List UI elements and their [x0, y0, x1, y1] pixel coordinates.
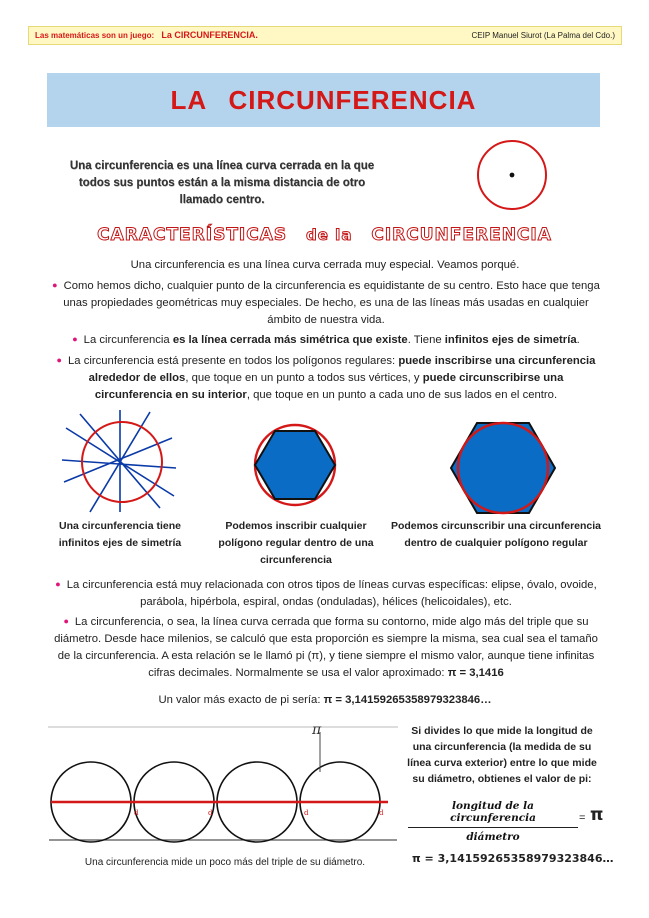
bullet-2-text-c: .	[576, 334, 580, 346]
title-band	[47, 73, 600, 127]
definition-text: Una circunferencia es una línea curva cerrada en la que todos sus puntos están a la misma distancia de otro llamado centro.	[69, 160, 375, 206]
bullet-2-bold-b: infinitos ejes de simetría	[444, 334, 577, 346]
caption-symmetry: Una circunferencia tiene infinitos ejes de simetría	[58, 520, 182, 549]
bullet-dot: ●	[72, 334, 78, 344]
rolling-circles-figure	[48, 722, 398, 852]
bullet-4-text: La circunferencia está muy relacionada con otros tipos de líneas curvas específicas: elipse, óvalo, ovoide, parábola, hipérbola, espiral, ondas (onduladas), hélices (helicoidales), etc.	[66, 579, 597, 608]
pi-exact-line	[60, 692, 590, 709]
caption-inscribe: Podemos inscribir cualquier polígono regular dentro de una circunferencia	[218, 520, 374, 566]
rolling-d-label-1: d	[134, 809, 139, 817]
subtitle-word-2: de la	[306, 226, 353, 244]
bullet-3-text-a: La circunferencia está presente en todos los polígonos regulares:	[67, 355, 399, 367]
rolling-d-label-4: d	[379, 809, 384, 817]
bullet-3-text-b: , que toque en un punto a todos sus vértices, y	[185, 372, 423, 384]
header-left	[35, 27, 258, 44]
bullet-dot: ●	[55, 579, 61, 589]
intro-text: Una circunferencia es una línea curva cerrada muy especial. Veamos porqué.	[130, 259, 520, 271]
bullet-5-text: La circunferencia, o sea, la línea curva cerrada que forma su contorno, mide algo más del triple que su diámetro. Desde hace milenios, se calculó que esta proporción es siempre la misma, sea cual sea el tamaño de la circunferencia. A esta relación se le llamó pi (π), y tiene siempre el mismo valor, aunque tiene infinitas cifras decimales. Normalmente se usa el valor aproximado:	[54, 616, 598, 679]
rolling-d-label-3: d	[304, 809, 309, 817]
bullet-2-bold-a: es la línea cerrada más simétrica que existe	[172, 334, 408, 346]
bullet-3-bold-a: puede inscribirse una circunferencia alrededor de ellos	[88, 355, 596, 384]
bullet-3-bold-b: puede circunscribirse una circunferencia en su interior	[94, 372, 564, 401]
bullet-3	[52, 353, 600, 404]
section-subtitle	[0, 225, 649, 245]
rolling-caption: Una circunferencia mide un poco más del triple de su diámetro.	[84, 857, 366, 868]
circumscribed-circle-figure	[448, 418, 558, 518]
bullet-dot: ●	[56, 355, 62, 365]
fraction-denominator: diámetro	[466, 831, 520, 843]
fraction-numerator: longitud de la circunferencia	[408, 800, 578, 828]
fraction-equals: =	[579, 812, 586, 824]
rolling-d-label-2: d	[208, 809, 213, 817]
subtitle-word-3: CIRCUNFERENCIA	[371, 225, 552, 245]
header-school: CEIP Manuel Siurot (La Palma del Cdo.)	[471, 31, 615, 40]
pi-exact-text: Un valor más exacto de pi sería:	[158, 694, 324, 706]
pi-final-value: π = 3,14159265358979323846…	[412, 852, 614, 865]
inscribed-hexagon-figure	[250, 420, 340, 510]
subtitle-word-1: CARACTERÍSTICAS	[97, 225, 288, 245]
bullet-1	[52, 278, 600, 329]
circle-center-dot	[510, 173, 515, 178]
bullet-2-text-a: La circunferencia	[83, 334, 173, 346]
fraction-result: π	[590, 805, 604, 825]
bullet-5	[50, 614, 602, 682]
circle-with-center-figure	[472, 135, 552, 215]
header-topic: La CIRCUNFERENCIA.	[161, 30, 258, 40]
symmetry-axes-figure	[58, 408, 178, 516]
pi-exact-value: π = 3,14159265358979323846…	[323, 694, 492, 706]
bullet-5-bold: π = 3,1416	[447, 667, 504, 679]
bullet-4	[52, 577, 600, 611]
header-prefix: Las matemáticas son un juego:	[35, 31, 155, 40]
bullet-3-text-c: , que toque en un punto a cada uno de sus lados en el centro.	[246, 389, 558, 401]
bullet-2-text-b: . Tiene	[407, 334, 445, 346]
caption-circumscribe: Podemos circunscribir una circunferencia dentro de cualquier polígono regular	[390, 520, 602, 549]
rolling-pi-label: π	[312, 722, 322, 738]
page-title: LA CIRCUNFERENCIA	[170, 85, 477, 115]
pi-explanation: Si divides lo que mide la longitud de una circunferencia (la medida de su línea curva exterior) entre lo que mide su diámetro, obtienes el valor de pi:	[407, 725, 597, 785]
pi-fraction	[408, 800, 578, 843]
header-bar	[28, 26, 622, 45]
bullet-2	[52, 332, 600, 349]
bullet-dot: ●	[52, 280, 58, 290]
bullet-1-text: Como hemos dicho, cualquier punto de la circunferencia es equidistante de su centro. Esto hace que tenga unas propiedades geométricas muy especiales. De hecho, es una de las líneas más usadas en cualquier ámbito de nuestra vida.	[63, 280, 600, 326]
bullet-dot: ●	[63, 616, 69, 626]
